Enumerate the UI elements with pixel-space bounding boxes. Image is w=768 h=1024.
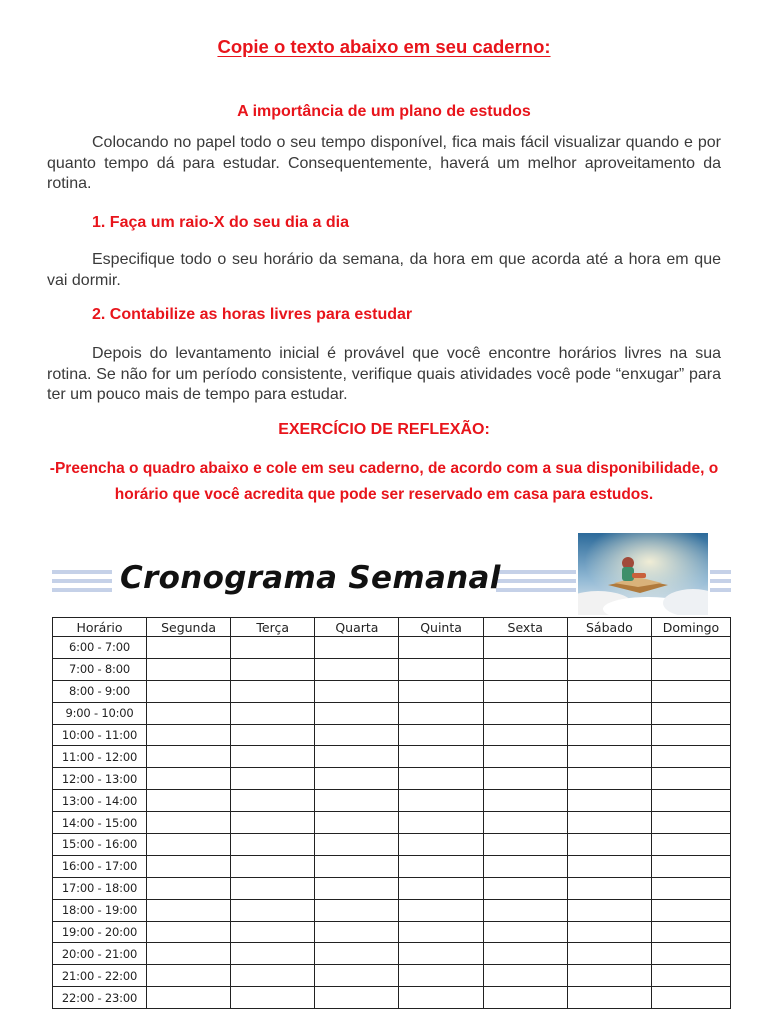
step2-paragraph: [47, 344, 721, 406]
intro-paragraph: [47, 133, 721, 195]
empty-schedule-cell[interactable]: [483, 899, 567, 921]
empty-schedule-cell[interactable]: [652, 899, 731, 921]
empty-schedule-cell[interactable]: [231, 899, 315, 921]
empty-schedule-cell[interactable]: [483, 637, 567, 659]
empty-schedule-cell[interactable]: [567, 724, 651, 746]
time-slot-cell: 16:00 - 17:00: [53, 855, 147, 877]
empty-schedule-cell[interactable]: [399, 855, 483, 877]
empty-schedule-cell[interactable]: [315, 637, 399, 659]
intro-text: Colocando no papel todo o seu tempo disponível, fica mais fácil visualizar quando e por quanto tempo dá para estudar. Consequentemente, haverá um melhor aproveitamento da rotina.: [47, 134, 721, 192]
column-header-segunda: Segunda: [147, 618, 231, 637]
exercise-instruction: -Preencha o quadro abaixo e cole em seu caderno, de acordo com a sua disponibilidade, o horário que você acredita que pode ser reservado em casa para estudos.: [49, 460, 719, 503]
empty-schedule-cell[interactable]: [399, 987, 483, 1009]
empty-schedule-cell[interactable]: [147, 965, 231, 987]
empty-schedule-cell[interactable]: [652, 702, 731, 724]
empty-schedule-cell[interactable]: [231, 855, 315, 877]
empty-schedule-cell[interactable]: [567, 877, 651, 899]
empty-schedule-cell[interactable]: [652, 812, 731, 834]
empty-schedule-cell[interactable]: [315, 658, 399, 680]
girl-on-book-illustration: [578, 533, 708, 615]
time-slot-cell: 11:00 - 12:00: [53, 746, 147, 768]
empty-schedule-cell[interactable]: [315, 680, 399, 702]
column-header-quinta: Quinta: [399, 618, 483, 637]
empty-schedule-cell[interactable]: [567, 943, 651, 965]
table-row: [53, 943, 731, 965]
time-slot-cell: 15:00 - 16:00: [53, 834, 147, 856]
time-slot-cell: 7:00 - 8:00: [53, 658, 147, 680]
empty-schedule-cell[interactable]: [399, 899, 483, 921]
empty-schedule-cell[interactable]: [231, 965, 315, 987]
empty-schedule-cell[interactable]: [231, 724, 315, 746]
time-slot-cell: 13:00 - 14:00: [53, 790, 147, 812]
empty-schedule-cell[interactable]: [231, 790, 315, 812]
empty-schedule-cell[interactable]: [147, 724, 231, 746]
empty-schedule-cell[interactable]: [567, 965, 651, 987]
empty-schedule-cell[interactable]: [147, 855, 231, 877]
empty-schedule-cell[interactable]: [231, 877, 315, 899]
column-header-terca: Terça: [231, 618, 315, 637]
empty-schedule-cell[interactable]: [652, 658, 731, 680]
empty-schedule-cell[interactable]: [399, 702, 483, 724]
empty-schedule-cell[interactable]: [483, 746, 567, 768]
step2-heading: 2. Contabilize as horas livres para estudar: [92, 306, 413, 323]
table-row: [53, 812, 731, 834]
table-row: [53, 987, 731, 1009]
empty-schedule-cell[interactable]: [147, 680, 231, 702]
empty-schedule-cell[interactable]: [567, 637, 651, 659]
empty-schedule-cell[interactable]: [567, 987, 651, 1009]
table-row: [53, 658, 731, 680]
empty-schedule-cell[interactable]: [147, 877, 231, 899]
empty-schedule-cell[interactable]: [315, 702, 399, 724]
empty-schedule-cell[interactable]: [567, 658, 651, 680]
empty-schedule-cell[interactable]: [652, 855, 731, 877]
empty-schedule-cell[interactable]: [399, 790, 483, 812]
table-row: [53, 746, 731, 768]
time-slot-cell: 9:00 - 10:00: [53, 702, 147, 724]
empty-schedule-cell[interactable]: [231, 943, 315, 965]
schedule-body: [53, 637, 731, 1009]
empty-schedule-cell[interactable]: [315, 790, 399, 812]
column-header-domingo: Domingo: [652, 618, 731, 637]
empty-schedule-cell[interactable]: [399, 877, 483, 899]
empty-schedule-cell[interactable]: [652, 680, 731, 702]
step2-text: Depois do levantamento inicial é provável que você encontre horários livres na sua rotina. Se não for um período consistente, verifique quais atividades você pode “enxugar” para ter um pouco mais de tempo para estudar.: [47, 345, 721, 403]
weekly-schedule-table: [52, 617, 731, 1009]
step1-paragraph: [47, 250, 721, 291]
empty-schedule-cell[interactable]: [483, 812, 567, 834]
table-row: [53, 702, 731, 724]
table-row: [53, 680, 731, 702]
empty-schedule-cell[interactable]: [315, 943, 399, 965]
empty-schedule-cell[interactable]: [147, 987, 231, 1009]
empty-schedule-cell[interactable]: [399, 637, 483, 659]
schedule-header-row: [53, 618, 731, 637]
empty-schedule-cell[interactable]: [315, 746, 399, 768]
table-row: [53, 724, 731, 746]
time-slot-cell: 18:00 - 19:00: [53, 899, 147, 921]
empty-schedule-cell[interactable]: [315, 987, 399, 1009]
stripe-right-decoration: [710, 570, 731, 592]
empty-schedule-cell[interactable]: [483, 702, 567, 724]
copy-instruction-text: Copie o texto abaixo em seu caderno:: [217, 36, 551, 57]
time-slot-cell: 17:00 - 18:00: [53, 877, 147, 899]
empty-schedule-cell[interactable]: [483, 965, 567, 987]
empty-schedule-cell[interactable]: [483, 921, 567, 943]
empty-schedule-cell[interactable]: [567, 680, 651, 702]
stripe-left-decoration: [52, 570, 112, 592]
empty-schedule-cell[interactable]: [399, 921, 483, 943]
column-header-horario: Horário: [53, 618, 147, 637]
empty-schedule-cell[interactable]: [567, 768, 651, 790]
empty-schedule-cell[interactable]: [399, 658, 483, 680]
empty-schedule-cell[interactable]: [147, 790, 231, 812]
table-row: [53, 768, 731, 790]
empty-schedule-cell[interactable]: [231, 987, 315, 1009]
time-slot-cell: 10:00 - 11:00: [53, 724, 147, 746]
empty-schedule-cell[interactable]: [147, 637, 231, 659]
empty-schedule-cell[interactable]: [147, 768, 231, 790]
empty-schedule-cell[interactable]: [315, 768, 399, 790]
empty-schedule-cell[interactable]: [567, 921, 651, 943]
empty-schedule-cell[interactable]: [567, 702, 651, 724]
empty-schedule-cell[interactable]: [567, 790, 651, 812]
empty-schedule-cell[interactable]: [315, 812, 399, 834]
table-row: [53, 834, 731, 856]
schedule-title: Cronograma Semanal: [120, 560, 501, 596]
exercise-title: EXERCÍCIO DE REFLEXÃO:: [278, 421, 490, 438]
empty-schedule-cell[interactable]: [483, 943, 567, 965]
time-slot-cell: 19:00 - 20:00: [53, 921, 147, 943]
step1-text: Especifique todo o seu horário da semana, da hora em que acorda até a hora em que vai dormir.: [47, 251, 721, 289]
empty-schedule-cell[interactable]: [315, 921, 399, 943]
time-slot-cell: 14:00 - 15:00: [53, 812, 147, 834]
empty-schedule-cell[interactable]: [483, 658, 567, 680]
column-header-sabado: Sábado: [567, 618, 651, 637]
empty-schedule-cell[interactable]: [231, 637, 315, 659]
empty-schedule-cell[interactable]: [315, 855, 399, 877]
empty-schedule-cell[interactable]: [652, 724, 731, 746]
time-slot-cell: 22:00 - 23:00: [53, 987, 147, 1009]
empty-schedule-cell[interactable]: [483, 987, 567, 1009]
time-slot-cell: 12:00 - 13:00: [53, 768, 147, 790]
empty-schedule-cell[interactable]: [567, 812, 651, 834]
empty-schedule-cell[interactable]: [315, 724, 399, 746]
empty-schedule-cell[interactable]: [483, 768, 567, 790]
table-row: [53, 877, 731, 899]
empty-schedule-cell[interactable]: [399, 834, 483, 856]
empty-schedule-cell[interactable]: [652, 790, 731, 812]
empty-schedule-cell[interactable]: [315, 965, 399, 987]
empty-schedule-cell[interactable]: [315, 899, 399, 921]
article-title: A importância de um plano de estudos: [237, 103, 531, 120]
empty-schedule-cell[interactable]: [231, 921, 315, 943]
empty-schedule-cell[interactable]: [652, 768, 731, 790]
time-slot-cell: 6:00 - 7:00: [53, 637, 147, 659]
time-slot-cell: 21:00 - 22:00: [53, 965, 147, 987]
table-row: [53, 790, 731, 812]
empty-schedule-cell[interactable]: [652, 877, 731, 899]
table-row: [53, 899, 731, 921]
empty-schedule-cell[interactable]: [147, 921, 231, 943]
empty-schedule-cell[interactable]: [231, 680, 315, 702]
table-row: [53, 855, 731, 877]
time-slot-cell: 8:00 - 9:00: [53, 680, 147, 702]
empty-schedule-cell[interactable]: [399, 812, 483, 834]
empty-schedule-cell[interactable]: [652, 637, 731, 659]
empty-schedule-cell[interactable]: [652, 943, 731, 965]
empty-schedule-cell[interactable]: [231, 834, 315, 856]
table-row: [53, 965, 731, 987]
empty-schedule-cell[interactable]: [315, 877, 399, 899]
empty-schedule-cell[interactable]: [147, 702, 231, 724]
empty-schedule-cell[interactable]: [231, 746, 315, 768]
empty-schedule-cell[interactable]: [147, 658, 231, 680]
empty-schedule-cell[interactable]: [399, 943, 483, 965]
empty-schedule-cell[interactable]: [399, 724, 483, 746]
empty-schedule-cell[interactable]: [399, 680, 483, 702]
empty-schedule-cell[interactable]: [147, 834, 231, 856]
empty-schedule-cell[interactable]: [147, 943, 231, 965]
empty-schedule-cell[interactable]: [231, 812, 315, 834]
empty-schedule-cell[interactable]: [231, 658, 315, 680]
empty-schedule-cell[interactable]: [652, 834, 731, 856]
empty-schedule-cell[interactable]: [567, 834, 651, 856]
time-slot-cell: 20:00 - 21:00: [53, 943, 147, 965]
empty-schedule-cell[interactable]: [399, 768, 483, 790]
empty-schedule-cell[interactable]: [483, 724, 567, 746]
empty-schedule-cell[interactable]: [483, 680, 567, 702]
empty-schedule-cell[interactable]: [483, 834, 567, 856]
empty-schedule-cell[interactable]: [567, 746, 651, 768]
empty-schedule-cell[interactable]: [315, 834, 399, 856]
empty-schedule-cell[interactable]: [147, 812, 231, 834]
column-header-sexta: Sexta: [483, 618, 567, 637]
table-row: [53, 921, 731, 943]
empty-schedule-cell[interactable]: [567, 899, 651, 921]
empty-schedule-cell[interactable]: [652, 746, 731, 768]
table-row: [53, 637, 731, 659]
empty-schedule-cell[interactable]: [147, 746, 231, 768]
empty-schedule-cell[interactable]: [483, 877, 567, 899]
stripe-middle-decoration: [496, 570, 576, 592]
empty-schedule-cell[interactable]: [652, 987, 731, 1009]
step1-heading: 1. Faça um raio-X do seu dia a dia: [92, 214, 349, 231]
empty-schedule-cell[interactable]: [231, 768, 315, 790]
empty-schedule-cell[interactable]: [399, 965, 483, 987]
empty-schedule-cell[interactable]: [652, 921, 731, 943]
copy-instruction: [0, 36, 768, 58]
empty-schedule-cell[interactable]: [483, 855, 567, 877]
empty-schedule-cell[interactable]: [231, 702, 315, 724]
empty-schedule-cell[interactable]: [483, 790, 567, 812]
empty-schedule-cell[interactable]: [147, 899, 231, 921]
empty-schedule-cell[interactable]: [652, 965, 731, 987]
empty-schedule-cell[interactable]: [399, 746, 483, 768]
column-header-quarta: Quarta: [315, 618, 399, 637]
empty-schedule-cell[interactable]: [567, 855, 651, 877]
